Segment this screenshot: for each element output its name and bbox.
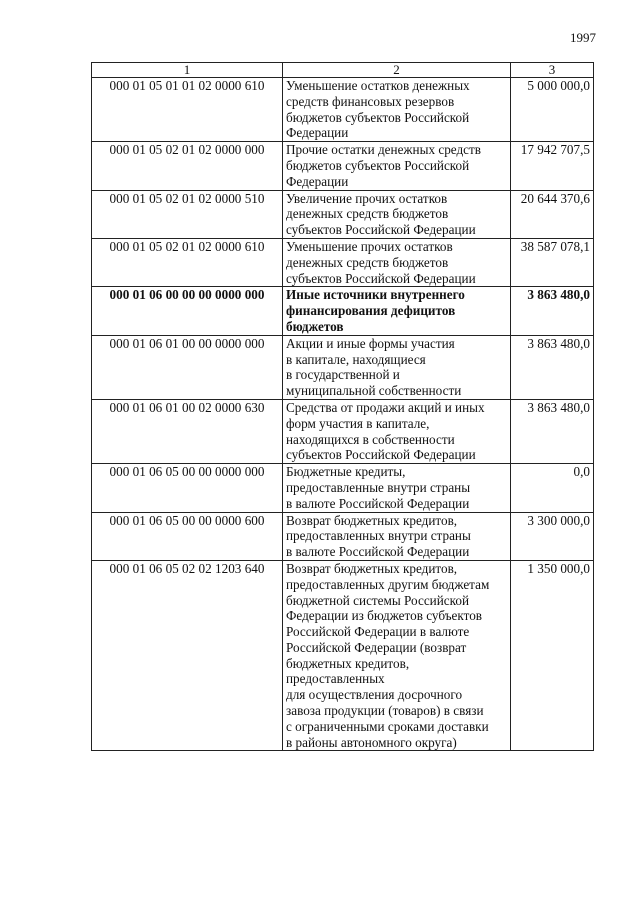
page-number: 1997	[570, 30, 596, 45]
table-row	[92, 399, 594, 463]
budget-sources-table	[91, 62, 594, 751]
header-row	[92, 63, 594, 78]
table-row-total	[92, 287, 594, 335]
row-code: 000 01 05 02 01 02 0000 610	[92, 238, 283, 286]
row-amount: 3 863 480,0	[511, 399, 594, 463]
row-code: 000 01 05 02 01 02 0000 510	[92, 190, 283, 238]
row-code: 000 01 06 05 00 00 0000 600	[92, 512, 283, 560]
table-row	[92, 560, 594, 751]
row-amount: 17 942 707,5	[511, 142, 594, 190]
table-row	[92, 142, 594, 190]
row-name: Иные источники внутреннего финансирования дефицитов бюджетов	[283, 287, 511, 335]
row-name: Бюджетные кредиты, предоставленные внутри страны в валюте Российской Федерации	[283, 464, 511, 512]
table-row	[92, 464, 594, 512]
row-name: Возврат бюджетных кредитов, предоставленных внутри страны в валюте Российской Федерации	[283, 512, 511, 560]
row-name: Возврат бюджетных кредитов, предоставленных другим бюджетам бюджетной системы Российской Федерации из бюджетов субъектов Российской Федерации в валюте Российской Федерации (возврат бюджетных кредитов, предоставленных для осуществления досрочного завоза продукции (товаров) в связи с ограниченными сроками доставки в районы автономного округа)	[283, 560, 511, 751]
column-header-name: 2	[283, 63, 511, 78]
row-amount: 3 863 480,0	[511, 287, 594, 335]
row-code: 000 01 05 02 01 02 0000 000	[92, 142, 283, 190]
row-amount: 3 300 000,0	[511, 512, 594, 560]
row-amount: 20 644 370,6	[511, 190, 594, 238]
row-name: Средства от продажи акций и иных форм участия в капитале, находящихся в собственности субъектов Российской Федерации	[283, 399, 511, 463]
row-code: 000 01 05 01 01 02 0000 610	[92, 78, 283, 142]
table-row	[92, 335, 594, 399]
row-name: Уменьшение прочих остатков денежных средств бюджетов субъектов Российской Федерации	[283, 238, 511, 286]
table-row	[92, 78, 594, 142]
row-code: 000 01 06 00 00 00 0000 000	[92, 287, 283, 335]
row-amount: 38 587 078,1	[511, 238, 594, 286]
row-code: 000 01 06 05 00 00 0000 000	[92, 464, 283, 512]
table-header	[92, 63, 594, 78]
row-name: Увеличение прочих остатков денежных средств бюджетов субъектов Российской Федерации	[283, 190, 511, 238]
row-name: Уменьшение остатков денежных средств финансовых резервов бюджетов субъектов Российской Федерации	[283, 78, 511, 142]
row-name: Прочие остатки денежных средств бюджетов субъектов Российской Федерации	[283, 142, 511, 190]
row-amount: 3 863 480,0	[511, 335, 594, 399]
table-row	[92, 238, 594, 286]
row-code: 000 01 06 05 02 02 1203 640	[92, 560, 283, 751]
row-amount: 5 000 000,0	[511, 78, 594, 142]
column-header-amount: 3	[511, 63, 594, 78]
row-amount: 1 350 000,0	[511, 560, 594, 751]
row-code: 000 01 06 01 00 00 0000 000	[92, 335, 283, 399]
table-row	[92, 512, 594, 560]
row-name: Акции и иные формы участия в капитале, находящиеся в государственной и муниципальной собственности	[283, 335, 511, 399]
table-body	[92, 78, 594, 751]
row-amount: 0,0	[511, 464, 594, 512]
row-code: 000 01 06 01 00 02 0000 630	[92, 399, 283, 463]
column-header-code: 1	[92, 63, 283, 78]
table-row	[92, 190, 594, 238]
